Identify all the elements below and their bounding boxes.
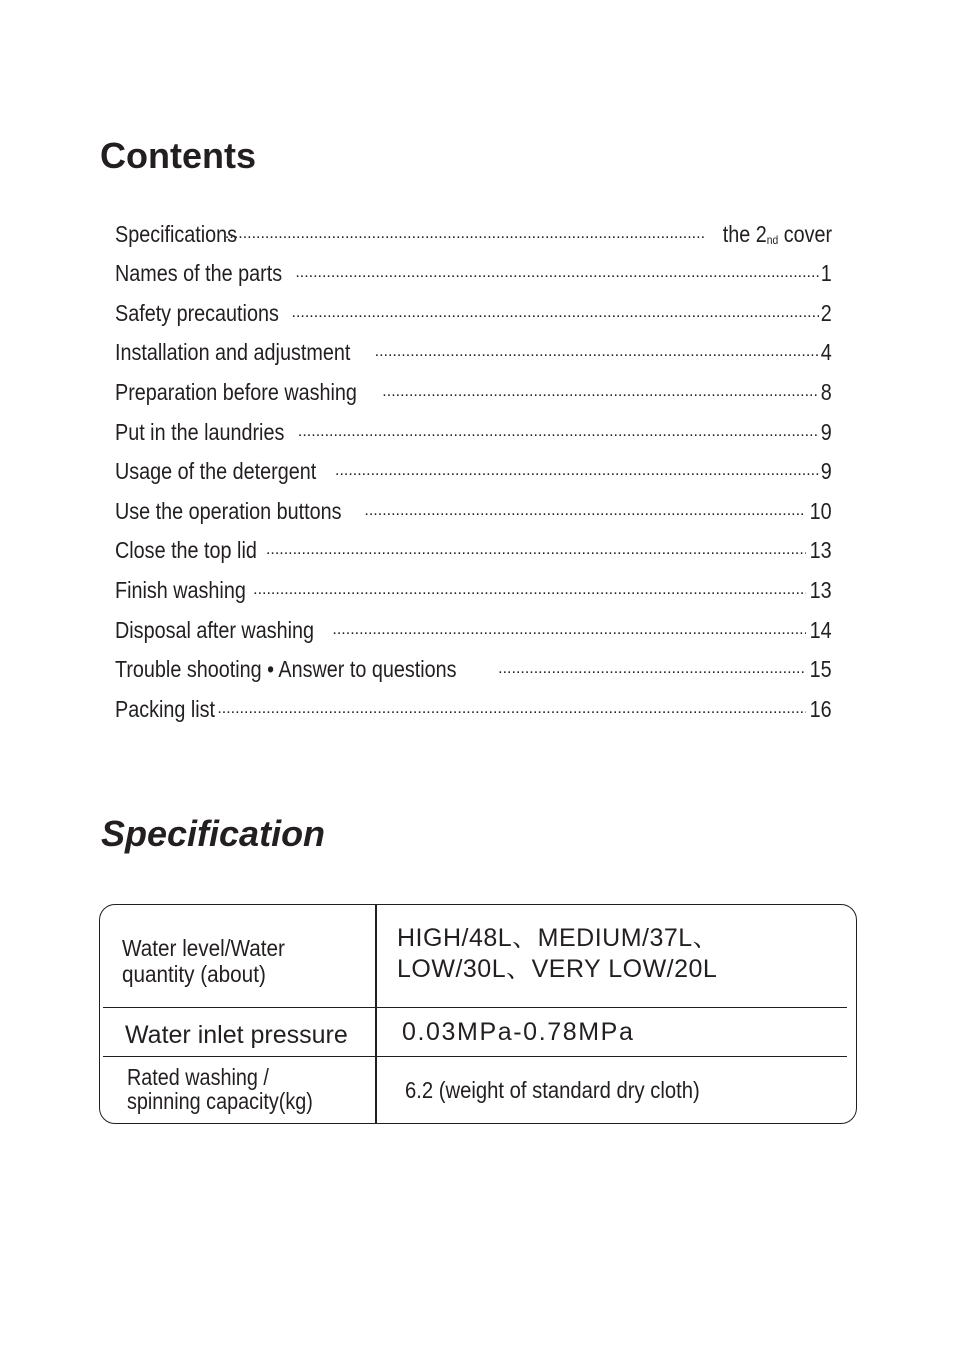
- toc-item-label: Finish washing: [115, 576, 246, 603]
- toc-leader-dots: [335, 440, 819, 480]
- specification-table: [99, 904, 857, 1124]
- toc-item-page: 10: [809, 497, 832, 524]
- toc-item: [115, 202, 832, 247]
- specification-title: Specification: [101, 813, 326, 854]
- spec-value-water-inlet-pressure: 0.03MPa-0.78MPa: [402, 1018, 635, 1046]
- toc-item-label: Preparation before washing: [115, 378, 357, 405]
- toc-item-label: Trouble shooting • Answer to questions: [115, 656, 457, 683]
- toc-item-page: 1: [820, 260, 832, 287]
- table-row-divider: [103, 1007, 847, 1008]
- toc-leader-dots: [295, 242, 819, 282]
- toc-item-page: 2: [820, 299, 832, 326]
- toc-item-page: the 2nd cover: [722, 220, 832, 247]
- toc-leader-dots: [498, 638, 806, 678]
- toc-item-label: Close the top lid: [115, 537, 257, 564]
- toc-leader-dots: [266, 519, 806, 559]
- toc-item-page: 14: [809, 616, 832, 643]
- toc-item: [115, 677, 832, 722]
- toc-leader-dots: [292, 281, 820, 321]
- spec-label-rated-capacity: Rated washing / spinning capacity(kg): [127, 1064, 313, 1114]
- spec-label-water-level: Water level/Water quantity (about): [122, 935, 285, 987]
- table-column-divider: [375, 905, 377, 1124]
- table-row-divider: [103, 1056, 847, 1057]
- spec-label-water-inlet-pressure: Water inlet pressure: [125, 1021, 348, 1049]
- toc-leader-dots: [332, 598, 806, 638]
- toc-item-label: Specifications: [115, 220, 238, 247]
- spec-value-water-level: HIGH/48L、MEDIUM/37L、LOW/30L、VERY LOW/20L: [397, 924, 719, 983]
- toc-item-page: 9: [820, 418, 832, 445]
- toc-item-label: Use the operation buttons: [115, 497, 342, 524]
- toc-item-label: Packing list: [115, 695, 216, 722]
- toc-item-label: Disposal after washing: [115, 616, 315, 643]
- toc-item-page: 8: [820, 378, 832, 405]
- contents-title: Contents: [100, 135, 256, 176]
- toc-leader-dots: [253, 558, 806, 598]
- toc-item-label: Put in the laundries: [115, 418, 285, 445]
- toc-item-label: Installation and adjustment: [115, 339, 351, 366]
- toc-item-label: Names of the parts: [115, 260, 283, 287]
- toc-leader-dots: [217, 677, 806, 717]
- toc-leader-dots: [375, 321, 820, 361]
- toc-leader-dots: [298, 400, 819, 440]
- toc-item-label: Usage of the detergent: [115, 458, 317, 485]
- toc-leader-dots: [364, 479, 806, 519]
- toc-item-page: 13: [809, 537, 832, 564]
- toc-leader-dots: [382, 360, 819, 400]
- toc-item-page: 4: [820, 339, 832, 366]
- toc-item-page: 15: [809, 656, 832, 683]
- toc-item-page: 13: [809, 576, 832, 603]
- toc-item-label: Safety precautions: [115, 299, 279, 326]
- toc-leader-dots: [225, 202, 705, 242]
- toc-item-page: 9: [820, 458, 832, 485]
- table-of-contents: [115, 202, 832, 722]
- toc-item-page: 16: [809, 695, 832, 722]
- spec-value-rated-capacity: 6.2 (weight of standard dry cloth): [405, 1077, 700, 1103]
